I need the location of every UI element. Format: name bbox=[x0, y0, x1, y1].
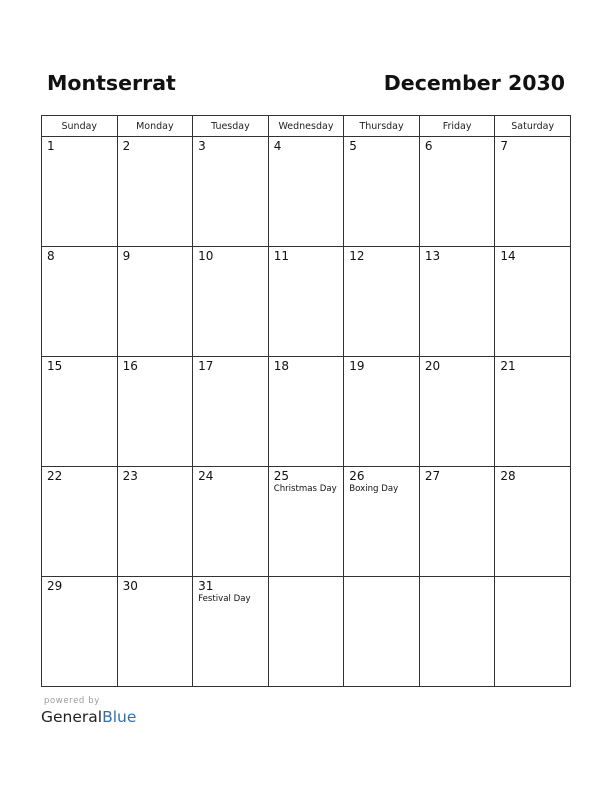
weekday-header: Monday bbox=[117, 116, 193, 137]
day-cell bbox=[117, 467, 193, 577]
day-number: 8 bbox=[47, 249, 55, 263]
day-number: 20 bbox=[424, 359, 441, 373]
day-number: 27 bbox=[424, 469, 441, 483]
calendar-grid bbox=[41, 115, 571, 687]
week-row bbox=[42, 577, 571, 687]
day-cell bbox=[344, 467, 420, 577]
week-row bbox=[42, 137, 571, 247]
day-number: 3 bbox=[198, 139, 206, 153]
week-row bbox=[42, 247, 571, 357]
day-cell bbox=[495, 467, 571, 577]
day-number: 25 bbox=[273, 469, 289, 483]
day-cell bbox=[495, 247, 571, 357]
day-cell bbox=[268, 137, 344, 247]
day-number: 19 bbox=[349, 359, 365, 373]
day-number: 17 bbox=[198, 359, 214, 373]
week-row bbox=[42, 357, 571, 467]
day-number: 13 bbox=[424, 249, 441, 263]
weekday-header: Sunday bbox=[42, 116, 118, 137]
day-cell bbox=[419, 247, 495, 357]
day-cell bbox=[344, 577, 420, 687]
holiday-label: Christmas Day bbox=[273, 484, 337, 494]
day-cell bbox=[344, 357, 420, 467]
weekday-header: Friday bbox=[419, 116, 495, 137]
day-cell bbox=[495, 357, 571, 467]
day-cell bbox=[193, 577, 269, 687]
day-number: 6 bbox=[424, 139, 433, 153]
week-row bbox=[42, 467, 571, 577]
brand-blue: Blue bbox=[102, 708, 137, 726]
brand-logo[interactable] bbox=[41, 708, 136, 726]
day-number: 16 bbox=[122, 359, 138, 373]
weekday-header: Saturday bbox=[495, 116, 571, 137]
day-cell bbox=[193, 357, 269, 467]
day-number: 26 bbox=[349, 469, 365, 483]
day-cell bbox=[42, 357, 118, 467]
day-number: 5 bbox=[349, 139, 357, 153]
weekday-header: Thursday bbox=[344, 116, 420, 137]
day-cell bbox=[344, 247, 420, 357]
day-cell bbox=[495, 137, 571, 247]
day-cell bbox=[117, 357, 193, 467]
brand-general: General bbox=[41, 708, 103, 726]
day-number: 31 bbox=[198, 579, 214, 593]
day-cell bbox=[344, 137, 420, 247]
day-cell bbox=[419, 467, 495, 577]
day-number bbox=[420, 577, 495, 580]
day-cell bbox=[117, 247, 193, 357]
day-cell bbox=[193, 467, 269, 577]
day-cell bbox=[42, 577, 118, 687]
day-number: 28 bbox=[500, 469, 516, 483]
day-number bbox=[495, 577, 570, 580]
footer-branding bbox=[41, 696, 136, 726]
day-number: 1 bbox=[47, 139, 55, 153]
weekday-header-row bbox=[42, 116, 571, 137]
day-number: 2 bbox=[122, 139, 131, 153]
day-number: 4 bbox=[273, 139, 282, 153]
day-number: 9 bbox=[122, 249, 131, 263]
day-number: 18 bbox=[273, 359, 289, 373]
day-cell bbox=[42, 247, 118, 357]
day-number bbox=[344, 577, 419, 580]
weekday-header: Wednesday bbox=[268, 116, 344, 137]
day-cell bbox=[268, 577, 344, 687]
powered-by-text: powered by bbox=[44, 696, 100, 706]
day-number: 10 bbox=[198, 249, 214, 263]
day-number: 7 bbox=[500, 139, 509, 153]
day-number: 14 bbox=[500, 249, 516, 263]
day-cell bbox=[42, 467, 118, 577]
day-cell bbox=[193, 137, 269, 247]
day-cell bbox=[495, 577, 571, 687]
day-cell bbox=[419, 577, 495, 687]
day-number: 24 bbox=[198, 469, 214, 483]
day-cell bbox=[117, 137, 193, 247]
weekday-header: Tuesday bbox=[193, 116, 269, 137]
day-number: 21 bbox=[500, 359, 516, 373]
day-number bbox=[269, 577, 344, 580]
holiday-label: Festival Day bbox=[198, 594, 251, 604]
day-cell bbox=[268, 467, 344, 577]
day-cell bbox=[268, 357, 344, 467]
day-number: 23 bbox=[122, 469, 138, 483]
month-year-title: December 2030 bbox=[383, 71, 565, 95]
day-number: 22 bbox=[47, 469, 63, 483]
day-cell bbox=[42, 137, 118, 247]
holiday-label: Boxing Day bbox=[349, 484, 399, 494]
day-cell bbox=[419, 137, 495, 247]
day-number: 11 bbox=[273, 249, 289, 263]
day-cell bbox=[193, 247, 269, 357]
day-number: 30 bbox=[122, 579, 138, 593]
day-cell bbox=[268, 247, 344, 357]
country-title: Montserrat bbox=[47, 71, 176, 95]
day-number: 29 bbox=[47, 579, 63, 593]
day-number: 15 bbox=[47, 359, 63, 373]
day-cell bbox=[419, 357, 495, 467]
day-number: 12 bbox=[349, 249, 365, 263]
day-cell bbox=[117, 577, 193, 687]
